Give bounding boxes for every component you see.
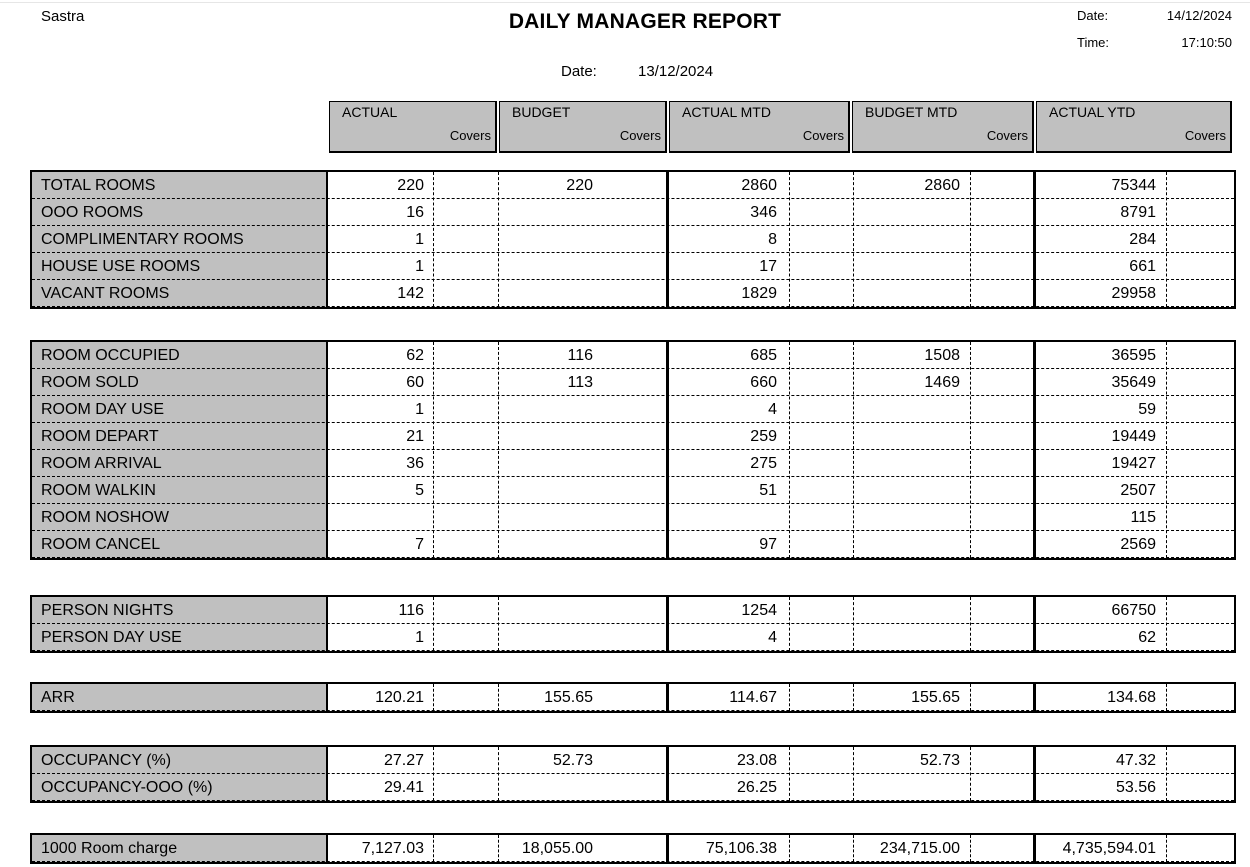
cell-value: 134.68: [1107, 689, 1156, 706]
cell-value: 4: [768, 401, 777, 418]
cell-value: 2507: [1120, 482, 1156, 499]
cell-value: 19449: [1111, 428, 1156, 445]
cell-value: 23.08: [736, 752, 777, 769]
table-row: [32, 747, 1234, 774]
group-divider: [1033, 342, 1036, 558]
row-label: OCCUPANCY (%): [41, 752, 172, 769]
cell-value: 59: [1138, 401, 1156, 418]
column-header-covers: Covers: [449, 128, 491, 143]
row-label: HOUSE USE ROOMS: [41, 258, 201, 275]
table-row: [32, 199, 1234, 226]
group-divider: [666, 835, 669, 862]
report-section: [30, 340, 1236, 560]
cell-value: 66750: [1111, 602, 1156, 619]
group-divider: [666, 342, 669, 558]
cell-value: 155.65: [544, 689, 593, 706]
column-header-covers: Covers: [619, 128, 661, 143]
column-divider: [970, 342, 971, 558]
group-divider: [666, 684, 669, 711]
group-divider: [1033, 747, 1036, 801]
column-header-name: ACTUAL MTD: [682, 104, 771, 120]
table-row: [32, 450, 1234, 477]
cell-value: 47.32: [1115, 752, 1156, 769]
column-header: [1036, 101, 1232, 153]
column-divider: [853, 342, 854, 558]
column-divider: [498, 684, 499, 711]
cell-value: 120.21: [375, 689, 424, 706]
cell-value: 2860: [741, 177, 777, 194]
table-row: [32, 624, 1234, 651]
row-label: ARR: [41, 689, 75, 706]
cell-value: 113: [567, 374, 593, 391]
column-header-name: BUDGET MTD: [865, 104, 958, 120]
column-divider: [853, 597, 854, 651]
cell-value: 51: [759, 482, 777, 499]
cell-value: 29958: [1111, 285, 1156, 302]
row-label-cell: [32, 280, 328, 307]
print-date: 14/12/2024: [1166, 8, 1232, 23]
cell-value: 685: [750, 347, 777, 364]
row-label-cell: [32, 423, 328, 450]
group-divider: [1033, 835, 1036, 862]
row-label: ROOM ARRIVAL: [41, 455, 162, 472]
table-row: [32, 774, 1234, 801]
row-label-cell: [32, 774, 328, 801]
cell-value: 35649: [1111, 374, 1156, 391]
table-row: [32, 396, 1234, 423]
row-label-cell: [32, 684, 328, 711]
table-row: [32, 226, 1234, 253]
cell-value: 36595: [1111, 347, 1156, 364]
print-time: 17:10:50: [1181, 35, 1232, 50]
row-label: ROOM NOSHOW: [41, 509, 169, 526]
row-label: ROOM CANCEL: [41, 536, 161, 553]
table-row: [32, 597, 1234, 624]
cell-value: 26.25: [736, 779, 777, 796]
cell-value: 1: [415, 258, 424, 275]
cell-value: 52.73: [919, 752, 960, 769]
column-divider: [970, 747, 971, 801]
cell-value: 53.56: [1115, 779, 1156, 796]
column-divider: [498, 342, 499, 558]
cell-value: 62: [1138, 629, 1156, 646]
column-header: [669, 101, 850, 153]
cell-value: 75344: [1111, 177, 1156, 194]
row-label-cell: [32, 531, 328, 558]
column-divider: [853, 684, 854, 711]
table-row: [32, 835, 1234, 862]
report-section: [30, 745, 1236, 803]
group-divider: [666, 172, 669, 307]
column-divider: [1166, 835, 1167, 862]
table-row: [32, 369, 1234, 396]
table-row: [32, 684, 1234, 711]
cell-value: 234,715.00: [879, 840, 960, 857]
row-label-cell: [32, 172, 328, 199]
row-label-cell: [32, 747, 328, 774]
column-divider: [853, 747, 854, 801]
column-divider: [1166, 597, 1167, 651]
cell-value: 1: [415, 401, 424, 418]
row-divider: [32, 557, 1234, 558]
table-row: [32, 504, 1234, 531]
report-date: 13/12/2024: [638, 63, 714, 80]
cell-value: 5: [415, 482, 424, 499]
column-divider: [433, 342, 434, 558]
column-divider: [498, 597, 499, 651]
row-label-cell: [32, 396, 328, 423]
cell-value: 4,735,594.01: [1062, 840, 1156, 857]
row-label-cell: [32, 226, 328, 253]
cell-value: 1254: [741, 602, 777, 619]
company-name: Sastra: [41, 8, 85, 25]
cell-value: 18,055.00: [521, 840, 593, 857]
group-divider: [666, 747, 669, 801]
group-divider: [1033, 597, 1036, 651]
row-label: OOO ROOMS: [41, 204, 144, 221]
row-divider: [32, 650, 1234, 651]
column-divider: [789, 342, 790, 558]
row-divider: [32, 710, 1234, 711]
row-label: ROOM OCCUPIED: [41, 347, 180, 364]
cell-value: 220: [566, 177, 593, 194]
column-divider: [498, 835, 499, 862]
column-header: [499, 101, 667, 153]
cell-value: 29.41: [383, 779, 424, 796]
column-divider: [1166, 172, 1167, 307]
cell-value: 21: [406, 428, 424, 445]
row-label-cell: [32, 597, 328, 624]
column-header: [852, 101, 1034, 153]
report-section: [30, 833, 1236, 864]
cell-value: 75,106.38: [705, 840, 777, 857]
column-divider: [433, 835, 434, 862]
group-divider: [1033, 684, 1036, 711]
column-divider: [1166, 747, 1167, 801]
row-label-cell: [32, 624, 328, 651]
column-divider: [433, 597, 434, 651]
column-divider: [498, 747, 499, 801]
table-row: [32, 531, 1234, 558]
row-label: 1000 Room charge: [41, 840, 178, 857]
cell-value: 220: [397, 177, 424, 194]
table-row: [32, 423, 1234, 450]
print-date-label: Date:: [1077, 8, 1109, 23]
column-divider: [789, 684, 790, 711]
row-divider: [32, 861, 1234, 862]
group-divider: [666, 597, 669, 651]
column-divider: [789, 835, 790, 862]
table-row: [32, 172, 1234, 199]
column-header-covers: Covers: [802, 128, 844, 143]
row-label: ROOM DAY USE: [41, 401, 164, 418]
column-divider: [433, 684, 434, 711]
column-divider: [789, 597, 790, 651]
row-label: ROOM SOLD: [41, 374, 139, 391]
column-header-name: ACTUAL: [342, 104, 398, 120]
row-label: ROOM DEPART: [41, 428, 159, 445]
column-divider: [433, 747, 434, 801]
cell-value: 62: [406, 347, 424, 364]
column-divider: [1166, 342, 1167, 558]
cell-value: 52.73: [552, 752, 593, 769]
column-header-name: ACTUAL YTD: [1049, 104, 1136, 120]
cell-value: 36: [406, 455, 424, 472]
cell-value: 60: [406, 374, 424, 391]
row-divider: [32, 306, 1234, 307]
row-label-cell: [32, 199, 328, 226]
column-divider: [853, 835, 854, 862]
table-row: [32, 342, 1234, 369]
cell-value: 155.65: [911, 689, 960, 706]
column-header-covers: Covers: [1184, 128, 1226, 143]
cell-value: 115: [1130, 509, 1156, 526]
cell-value: 116: [567, 347, 593, 364]
row-label: PERSON NIGHTS: [41, 602, 174, 619]
top-rule: [0, 2, 1250, 3]
cell-value: 4: [768, 629, 777, 646]
column-divider: [853, 172, 854, 307]
group-divider: [1033, 172, 1036, 307]
cell-value: 8: [768, 231, 777, 248]
cell-value: 661: [1129, 258, 1156, 275]
cell-value: 97: [759, 536, 777, 553]
table-row: [32, 280, 1234, 307]
table-row: [32, 477, 1234, 504]
cell-value: 275: [750, 455, 777, 472]
row-label: TOTAL ROOMS: [41, 177, 156, 194]
cell-value: 27.27: [383, 752, 424, 769]
cell-value: 660: [750, 374, 777, 391]
report-section: [30, 595, 1236, 653]
cell-value: 116: [398, 602, 424, 619]
cell-value: 1: [415, 629, 424, 646]
cell-value: 19427: [1111, 455, 1156, 472]
report-date-label: Date:: [561, 63, 597, 80]
cell-value: 114.67: [729, 689, 777, 706]
table-row: [32, 253, 1234, 280]
cell-value: 2860: [924, 177, 960, 194]
row-label-cell: [32, 342, 328, 369]
report-section: [30, 682, 1236, 713]
column-divider: [1166, 684, 1167, 711]
column-divider: [970, 597, 971, 651]
row-label-cell: [32, 835, 328, 862]
cell-value: 7: [415, 536, 424, 553]
row-divider: [32, 800, 1234, 801]
cell-value: 142: [397, 285, 424, 302]
column-header: [329, 101, 497, 153]
row-label-cell: [32, 450, 328, 477]
row-label: OCCUPANCY-OOO (%): [41, 779, 213, 796]
row-label-cell: [32, 504, 328, 531]
cell-value: 7,127.03: [361, 840, 424, 857]
cell-value: 8791: [1120, 204, 1156, 221]
column-divider: [498, 172, 499, 307]
report-section: [30, 170, 1236, 309]
column-divider: [433, 172, 434, 307]
column-header-name: BUDGET: [512, 104, 571, 120]
cell-value: 1508: [924, 347, 960, 364]
row-label: PERSON DAY USE: [41, 629, 182, 646]
report-title: DAILY MANAGER REPORT: [508, 10, 782, 33]
column-divider: [970, 684, 971, 711]
print-time-label: Time:: [1077, 35, 1110, 50]
row-label-cell: [32, 369, 328, 396]
column-divider: [789, 747, 790, 801]
column-divider: [970, 172, 971, 307]
column-divider: [970, 835, 971, 862]
row-label-cell: [32, 477, 328, 504]
cell-value: 16: [406, 204, 424, 221]
cell-value: 284: [1129, 231, 1156, 248]
row-label: VACANT ROOMS: [41, 285, 170, 302]
cell-value: 259: [750, 428, 777, 445]
row-label: COMPLIMENTARY ROOMS: [41, 231, 244, 248]
column-divider: [789, 172, 790, 307]
column-header-covers: Covers: [986, 128, 1028, 143]
cell-value: 1829: [741, 285, 777, 302]
row-label-cell: [32, 253, 328, 280]
cell-value: 17: [759, 258, 777, 275]
cell-value: 1: [415, 231, 424, 248]
cell-value: 1469: [924, 374, 960, 391]
row-label: ROOM WALKIN: [41, 482, 156, 499]
cell-value: 2569: [1120, 536, 1156, 553]
cell-value: 346: [750, 204, 777, 221]
